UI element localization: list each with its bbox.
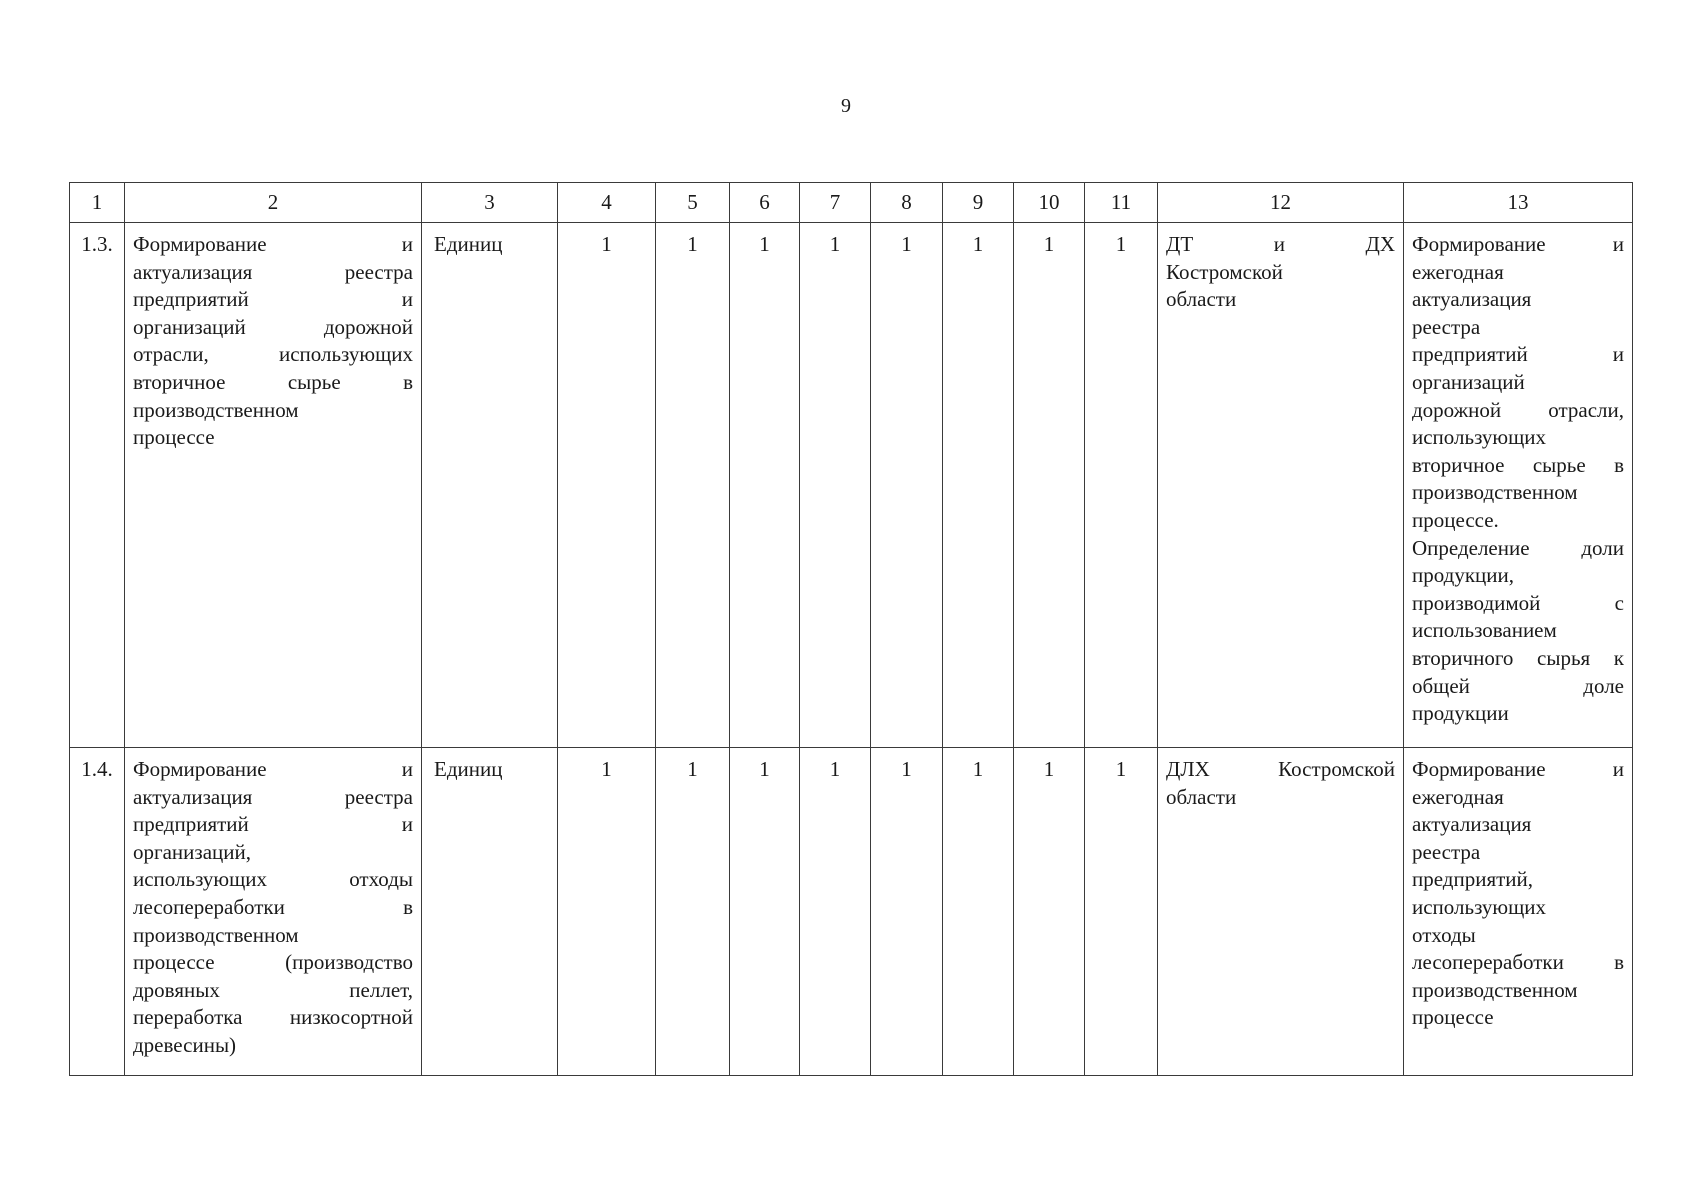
result-line: предприятий и <box>1412 342 1624 367</box>
table-row <box>70 748 1633 1076</box>
header-cell-4: 4 <box>558 183 656 223</box>
result-line: ежегодная <box>1412 784 1504 809</box>
header-cell-12: 12 <box>1158 183 1404 223</box>
responsible-cell <box>1158 748 1404 1076</box>
responsible-cell <box>1158 223 1404 748</box>
value-cell: 1 <box>730 223 800 748</box>
result-line: Определение доли <box>1412 535 1624 560</box>
result-line: вторичное сырье в <box>1412 452 1624 477</box>
value-cell: 1 <box>943 223 1014 748</box>
page-number: 9 <box>841 95 851 117</box>
result-line: актуализация <box>1412 287 1532 312</box>
result-line: организаций <box>1412 369 1525 394</box>
result-cell <box>1404 223 1633 748</box>
measure-name-line: древесины) <box>133 1032 237 1057</box>
responsible-line: ДТ и ДХ <box>1166 232 1395 256</box>
header-cell-13: 13 <box>1404 183 1633 223</box>
table-row <box>70 223 1633 748</box>
result-line: ежегодная <box>1412 259 1504 284</box>
unit-cell: Единиц <box>422 223 558 748</box>
measure-name-line: процессе (производство <box>133 950 413 975</box>
measure-name-line: лесопереработки в <box>133 894 413 919</box>
measure-name-line: вторичное сырье в <box>133 369 413 394</box>
value-cell: 1 <box>558 748 656 1076</box>
measure-name-line: производственном <box>133 397 299 422</box>
measure-name-line: организаций дорожной <box>133 314 413 339</box>
measure-name-line: актуализация реестра <box>133 259 413 284</box>
value-cell: 1 <box>558 223 656 748</box>
measure-name-line: организаций, <box>133 839 251 864</box>
responsible-line: области <box>1166 784 1237 809</box>
measure-name-line: предприятий и <box>133 287 413 312</box>
header-cell-8: 8 <box>871 183 943 223</box>
measure-name-line: Формирование и <box>133 232 413 256</box>
value-cell: 1 <box>1014 748 1085 1076</box>
header-cell-6: 6 <box>730 183 800 223</box>
result-line: продукции, <box>1412 563 1514 588</box>
result-line: процессе. <box>1412 507 1499 532</box>
result-line: лесопереработки в <box>1412 950 1624 975</box>
value-cell: 1 <box>800 223 871 748</box>
result-line: Формирование и <box>1412 232 1624 256</box>
result-line: процессе <box>1412 1005 1494 1030</box>
measure-name-line: производственном <box>133 922 299 947</box>
header-cell-1: 1 <box>70 183 125 223</box>
value-cell: 1 <box>1014 223 1085 748</box>
responsible-line: ДЛХ Костромской <box>1166 757 1395 781</box>
measure-name-line: дровяных пеллет, <box>133 977 413 1002</box>
result-line: предприятий, <box>1412 867 1534 892</box>
header-cell-3: 3 <box>422 183 558 223</box>
result-line: производимой с <box>1412 590 1624 615</box>
unit-cell: Единиц <box>422 748 558 1076</box>
result-line: производственном <box>1412 480 1578 505</box>
responsible-line: области <box>1166 287 1237 312</box>
result-line: Формирование и <box>1412 757 1624 781</box>
result-line: общей доле <box>1412 673 1624 698</box>
measure-name <box>125 748 422 1076</box>
measure-name-line: Формирование и <box>133 757 413 781</box>
result-line: вторичного сырья к <box>1412 645 1624 670</box>
value-cell: 1 <box>800 748 871 1076</box>
header-cell-7: 7 <box>800 183 871 223</box>
header-cell-5: 5 <box>656 183 730 223</box>
measure-name-line: использующих отходы <box>133 867 413 892</box>
header-cell-9: 9 <box>943 183 1014 223</box>
result-cell <box>1404 748 1633 1076</box>
value-cell: 1 <box>1085 748 1158 1076</box>
result-line: использующих <box>1412 425 1547 450</box>
result-line: продукции <box>1412 701 1509 726</box>
header-cell-2: 2 <box>125 183 422 223</box>
measure-name <box>125 223 422 748</box>
result-line: дорожной отрасли, <box>1412 397 1624 422</box>
result-line: актуализация <box>1412 812 1532 837</box>
value-cell: 1 <box>871 223 943 748</box>
value-cell: 1 <box>656 223 730 748</box>
row-index: 1.4. <box>70 748 125 1076</box>
data-table <box>69 182 1633 1076</box>
value-cell: 1 <box>730 748 800 1076</box>
header-cell-11: 11 <box>1085 183 1158 223</box>
measure-name-line: отрасли, использующих <box>133 342 413 367</box>
value-cell: 1 <box>943 748 1014 1076</box>
row-index: 1.3. <box>70 223 125 748</box>
measure-name-line: процессе <box>133 425 215 450</box>
table-header-row <box>70 183 1633 223</box>
responsible-line: Костромской <box>1166 259 1283 284</box>
result-line: использованием <box>1412 618 1557 643</box>
value-cell: 1 <box>1085 223 1158 748</box>
value-cell: 1 <box>656 748 730 1076</box>
result-line: реестра <box>1412 839 1481 864</box>
result-line: использующих <box>1412 894 1547 919</box>
result-line: производственном <box>1412 977 1578 1002</box>
result-line: реестра <box>1412 314 1481 339</box>
result-line: отходы <box>1412 922 1476 947</box>
measure-name-line: переработка низкосортной <box>133 1005 413 1030</box>
measure-name-line: актуализация реестра <box>133 784 413 809</box>
header-cell-10: 10 <box>1014 183 1085 223</box>
measure-name-line: предприятий и <box>133 812 413 837</box>
value-cell: 1 <box>871 748 943 1076</box>
